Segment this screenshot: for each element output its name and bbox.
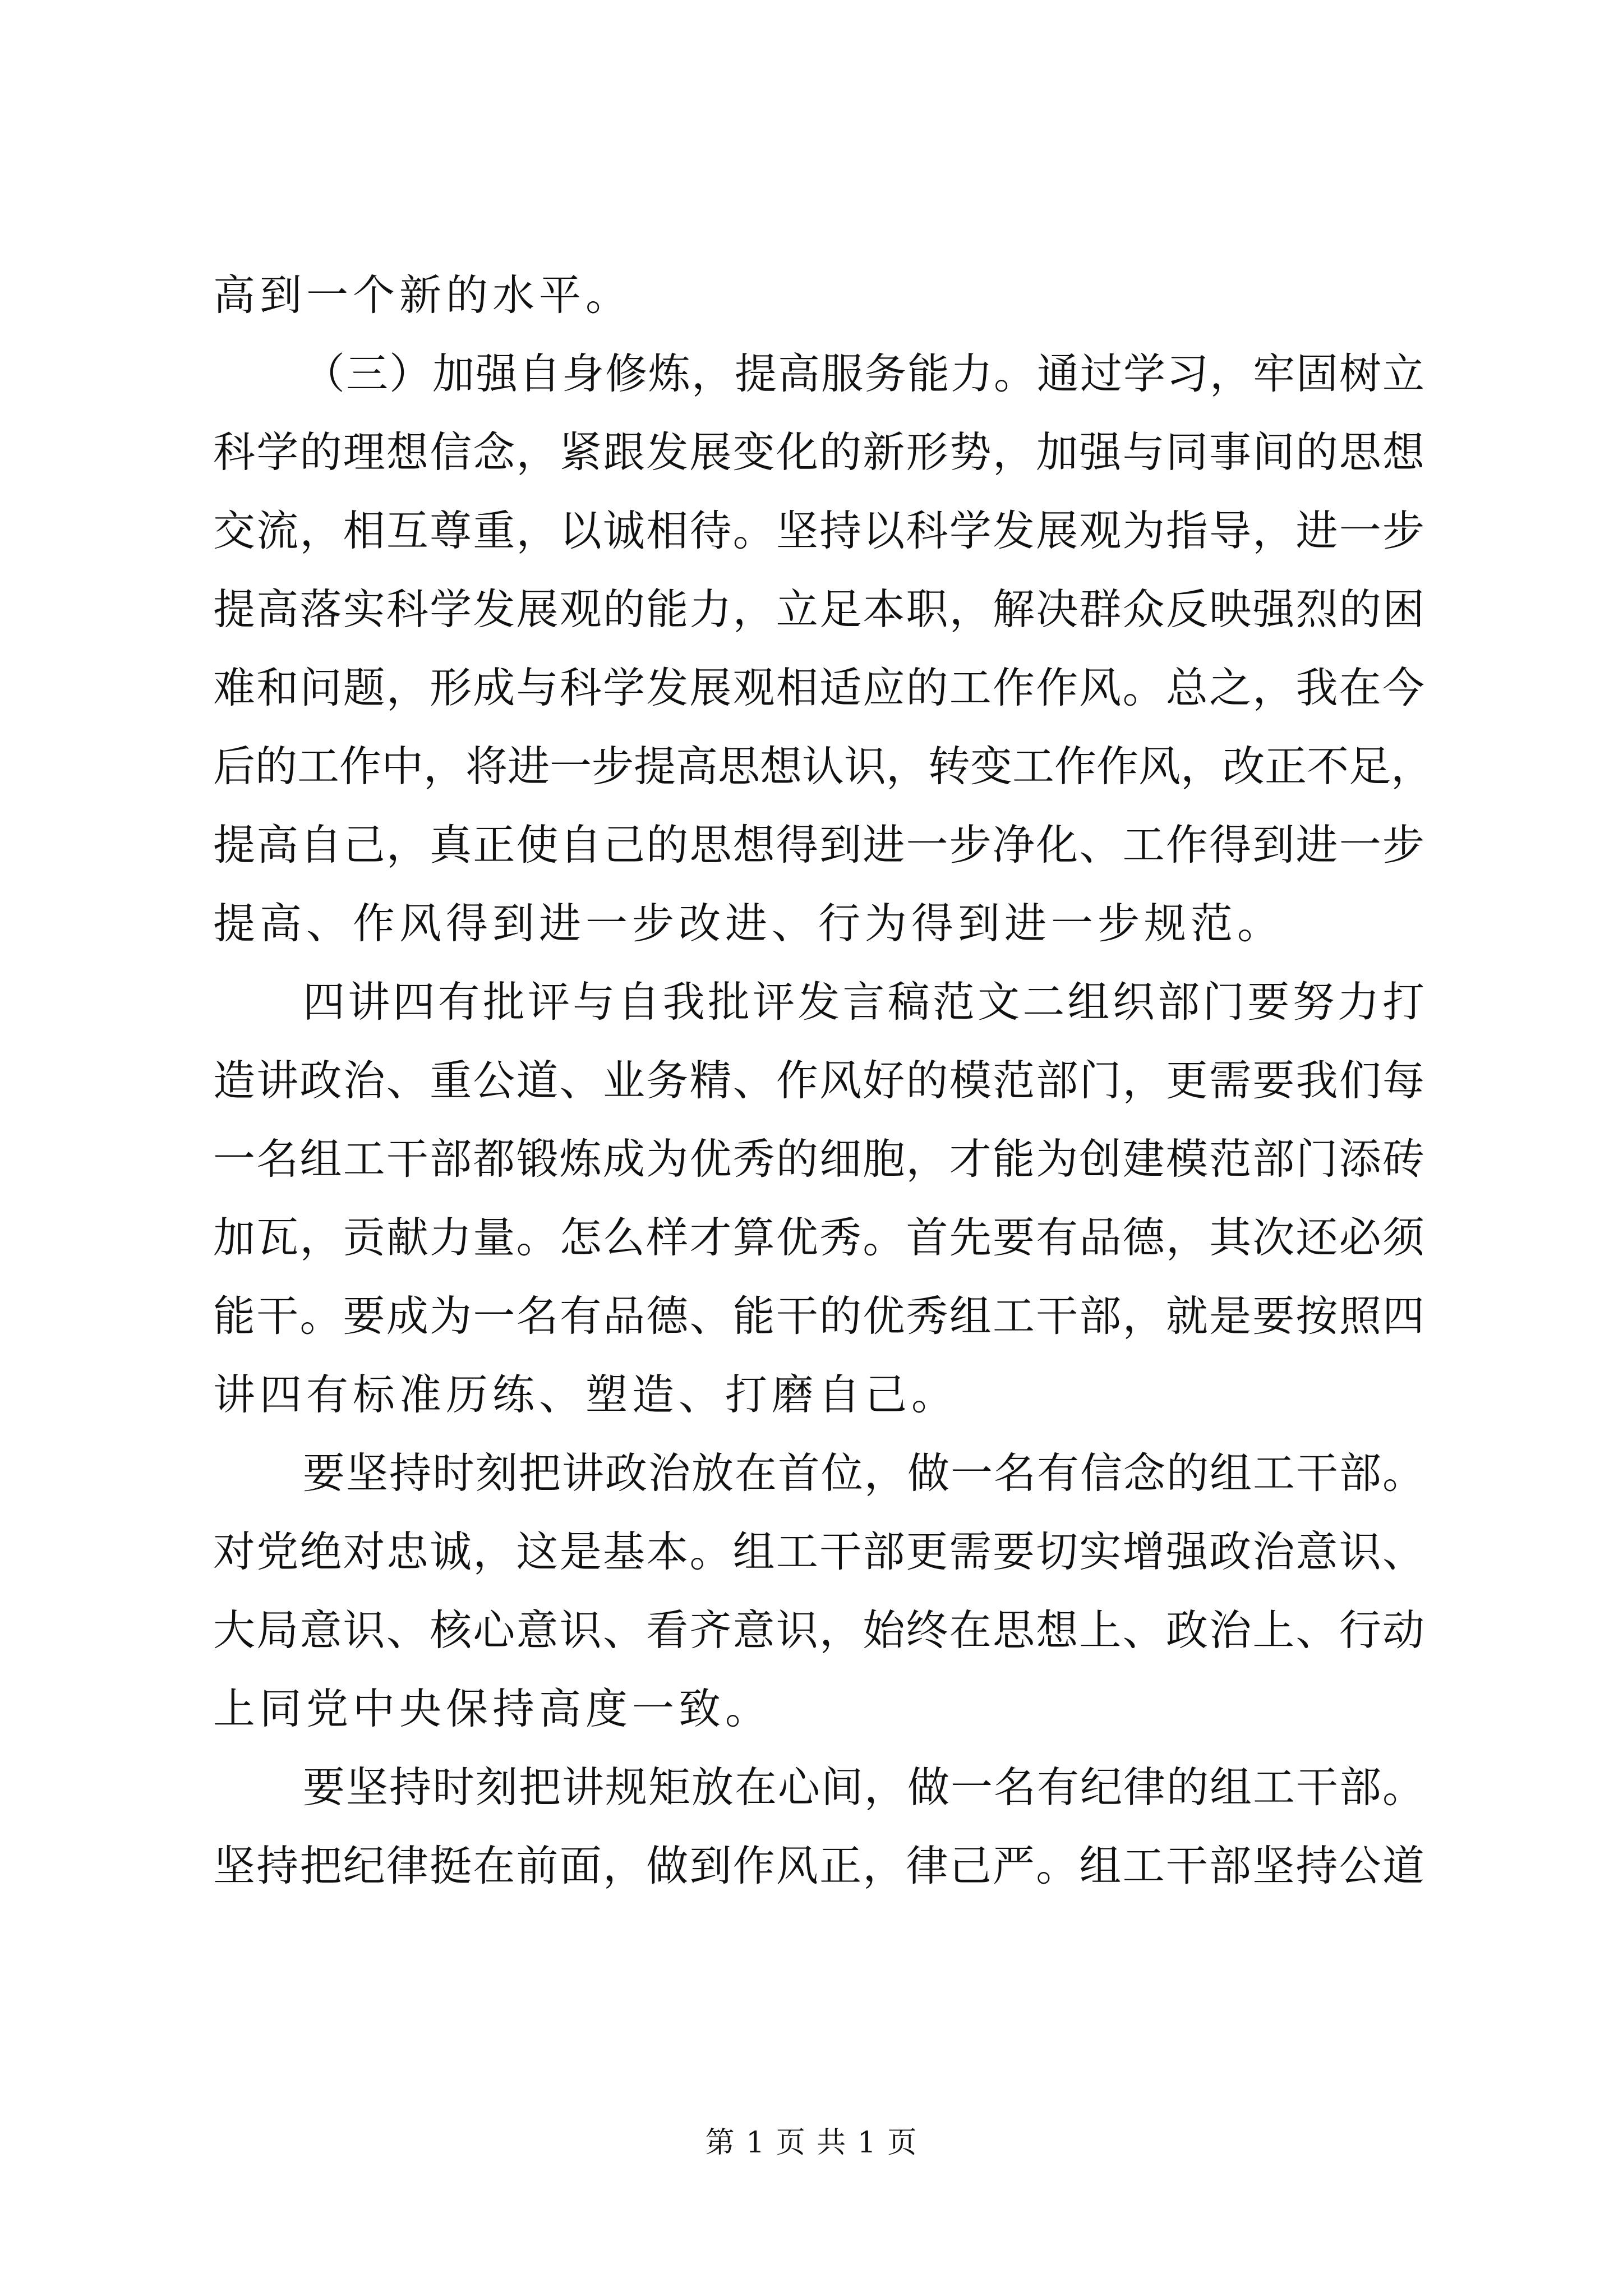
text-line: 交流，相互尊重，以诚相待。坚持以科学发展观为指导，进一步 <box>213 506 1424 555</box>
paragraph-start-line: 四讲四有批评与自我批评发言稿范文二组织部门要努力打 <box>303 977 1424 1027</box>
paragraph-start-line: （三）加强自身修炼，提高服务能力。通过学习，牢固树立 <box>303 349 1424 398</box>
text-line: 一名组工干部都锻炼成为优秀的细胞，才能为创建模范部门添砖 <box>213 1134 1424 1184</box>
paragraph-start-line: 要坚持时刻把讲规矩放在心间，做一名有纪律的组工干部。 <box>303 1763 1424 1812</box>
text-line: 讲四有标准历练、塑造、打磨自己。 <box>213 1370 958 1419</box>
text-line: 造讲政治、重公道、业务精、作风好的模范部门，更需要我们每 <box>213 1056 1424 1105</box>
page-footer: 第 1 页 共 1 页 <box>705 2126 918 2160</box>
document-body <box>213 256 1433 1905</box>
text-line: 难和问题，形成与科学发展观相适应的工作作风。总之，我在今 <box>213 663 1424 712</box>
text-line: 科学的理想信念，紧跟发展变化的新形势，加强与同事间的思想 <box>213 427 1424 477</box>
text-line: 上同党中央保持高度一致。 <box>213 1684 772 1733</box>
text-line: 加瓦，贡献力量。怎么样才算优秀。首先要有品德，其次还必须 <box>213 1213 1424 1262</box>
paragraph-start-line: 要坚持时刻把讲政治放在首位，做一名有信念的组工干部。 <box>303 1448 1424 1498</box>
text-line: 大局意识、核心意识、看齐意识，始终在思想上、政治上、行动 <box>213 1605 1424 1655</box>
text-line: 高到一个新的水平。 <box>213 270 633 320</box>
text-line: 提高落实科学发展观的能力，立足本职，解决群众反映强烈的困 <box>213 585 1424 634</box>
text-line: 后的工作中，将进一步提高思想认识，转变工作作风，改正不足， <box>213 742 1433 791</box>
text-line: 对党绝对忠诚，这是基本。组工干部更需要切实增强政治意识、 <box>213 1527 1424 1576</box>
text-line: 能干。要成为一名有品德、能干的优秀组工干部，就是要按照四 <box>213 1291 1424 1341</box>
text-line: 坚持把纪律挺在前面，做到作风正，律己严。组工干部坚持公道 <box>213 1841 1424 1890</box>
text-line: 提高、作风得到进一步改进、行为得到进一步规范。 <box>213 899 1284 948</box>
text-line: 提高自己，真正使自己的思想得到进一步净化、工作得到进一步 <box>213 820 1424 869</box>
